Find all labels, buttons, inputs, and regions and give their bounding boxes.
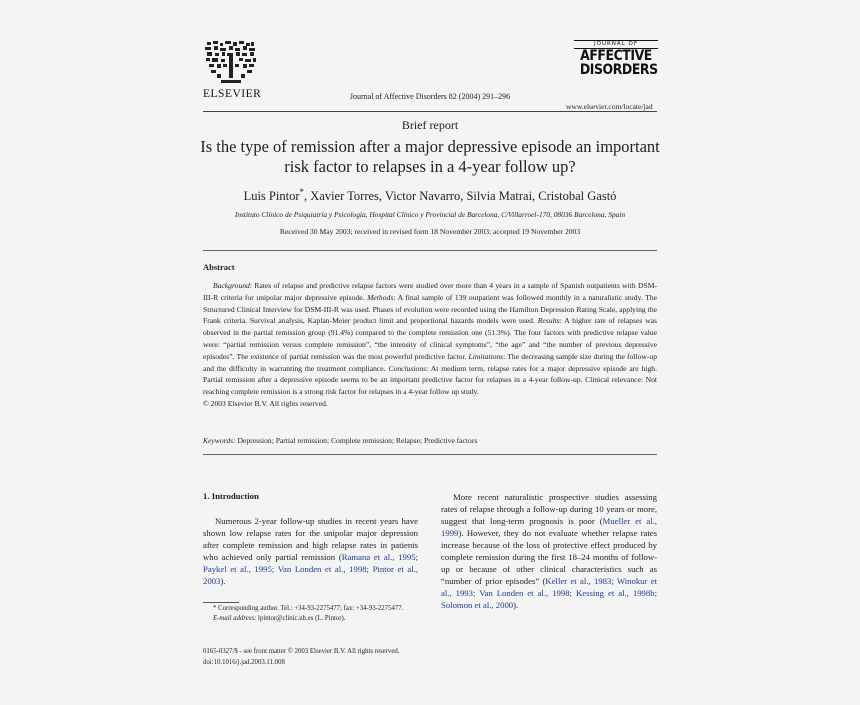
- methods-text: : A final sample of 139 outpatient was followed monthly in a naturalistic study. The Structured Clinical Interview for DSM-III-R was used. Phases of evolution were recorded using the Hamilton Depression Rating Scale, applying the Frank criteria. Survival analysis, Kaplan-Meier product limit and proportional hazards models were used.: [203, 292, 657, 326]
- abstract-top-rule: [203, 250, 657, 251]
- intro-paragraph-1: [203, 515, 418, 587]
- corresponding-mark: *: [299, 187, 304, 197]
- results-text: : A higher rate of relapses was observed in the partial remission group (91.4%) compared to the complete remission one (51.3%). The four factors with predictive relapse value were: “partial remission versus complete remission”, “the intensity of clinical symptoms”, “the age” and “the number of previous depressive episodes”. The existence of partial remission was the most powerful predictive factor.: [203, 316, 657, 361]
- author-others: , Xavier Torres, Victor Navarro, Silvia Matrai, Cristobal Gastó: [304, 189, 617, 204]
- affiliation: Instituto Clínico de Psiquiatría y Psicología, Hospital Clínico y Provincial de Barcelona, C/Villarroel-170, 08036 Barcelona, Spain: [234, 210, 626, 219]
- author-first[interactable]: Luis Pintor: [243, 189, 300, 204]
- keywords: [203, 436, 657, 445]
- author-list: [0, 187, 860, 204]
- received-dates: Received 30 May 2003; received in revised form 18 November 2003; accepted 19 November 2003: [279, 227, 581, 236]
- journal-citation: Journal of Affective Disorders 82 (2004) 291–296: [349, 92, 511, 101]
- email-address[interactable]: lpintor@clinic.ub.es (L. Pintor).: [256, 615, 346, 622]
- corresponding-author-note: * Corresponding author. Tel.: +34-93-2275477; fax: +34-93-2275477.: [213, 605, 404, 612]
- issn-line: 0165-0327/$ - see front matter © 2003 Elsevier B.V. All rights reserved.: [203, 648, 400, 655]
- email-note: [203, 614, 418, 624]
- conclusions-label: Conclusions: [388, 363, 427, 373]
- paragraph-text: More recent naturalistic prospective studies assessing rates of relapse through a follow-up during 10 years or more, suggest that long-term prognosis is poor (: [441, 492, 657, 526]
- citation-link[interactable]: Ramana et al., 1995; Paykel et al., 1995; Van Londen et al., 1998; Pintor et al., 2003: [203, 552, 418, 586]
- abstract-bottom-rule: [203, 454, 657, 455]
- citation-link[interactable]: Keller et al., 1983; Winokur et al., 1993; Van Londen et al., 1998; Kessing et al., 1998b; Solomon et al., 2000: [441, 576, 657, 610]
- footnote-rule: [203, 602, 239, 603]
- copyright-line: © 2003 Elsevier B.V. All rights reserved.: [203, 398, 328, 408]
- publisher-name: ELSEVIER: [203, 88, 262, 100]
- journal-brand-line2: DISORDERS: [579, 62, 658, 78]
- methods-label: Methods: [367, 292, 394, 302]
- background-label: Background: [213, 281, 250, 290]
- keywords-label: Keywords:: [203, 436, 236, 445]
- abstract-heading: Abstract: [203, 262, 235, 272]
- journal-brand-line1: AFFECTIVE: [580, 48, 652, 64]
- paragraph-text: Numerous 2-year follow-up studies in recent years have shown low relapse rates for the unipolar major depression after complete remission and high relapse rates in patients who achieved only partial remission (: [203, 516, 418, 562]
- paragraph-text: ). However, they do not evaluate whether relapse rates increase because of the loss of protective effect produced by complete remission during the first 18–24 months of follow-up or because of other clinical characteristics such as “number of prior episodes” (: [441, 528, 657, 586]
- journal-brand-logo: [574, 40, 658, 77]
- email-label: E-mail address:: [213, 615, 257, 622]
- journal-url[interactable]: www.elsevier.com/locate/jad: [566, 102, 653, 111]
- journal-brand-small: JOURNAL OF: [574, 40, 658, 49]
- limitations-label: Limitations: [468, 351, 504, 361]
- paragraph-text: ).: [220, 576, 226, 586]
- intro-paragraph-2: [441, 491, 657, 611]
- front-matter-info: [203, 646, 503, 668]
- keywords-text: Depression; Partial remission; Complete remission; Relapse; Predictive factors: [235, 436, 478, 445]
- abstract-body: [203, 280, 657, 410]
- conclusions-text: : At medium term, relapse rates for a major depressive episode are high. Partial remission after a depressive episode seems to be an important predictive factor for relapses in a 4-year follow-up. Clinical relevance: Not reaching complete remission is a strong risk factor for relapses in a 4-year follow up study.: [203, 363, 657, 397]
- header-rule: [203, 111, 657, 112]
- section-type: Brief report: [401, 118, 459, 132]
- doi-line[interactable]: doi:10.1016/j.jad.2003.11.008: [203, 659, 285, 666]
- citation-link[interactable]: Mueller et al., 1999: [441, 516, 658, 538]
- background-text: : Rates of relapse and predictive relapse factors were studied over more than 4 years in a sample of Spanish outpatients with DSM-III-R criteria for unipolar major depressive episode.: [203, 281, 657, 302]
- limitations-text: : The decreasing sample size during the follow-up and the difficulty in warranting the treatment compliance.: [203, 351, 657, 373]
- article-title: Is the type of remission after a major depressive episode an important risk factor to relapses in a 4-year follow up?: [200, 137, 660, 176]
- section-heading-introduction: 1. Introduction: [203, 491, 259, 501]
- paragraph-text: ).: [513, 600, 519, 610]
- footnote: [203, 604, 418, 624]
- results-label: Results: [537, 316, 560, 326]
